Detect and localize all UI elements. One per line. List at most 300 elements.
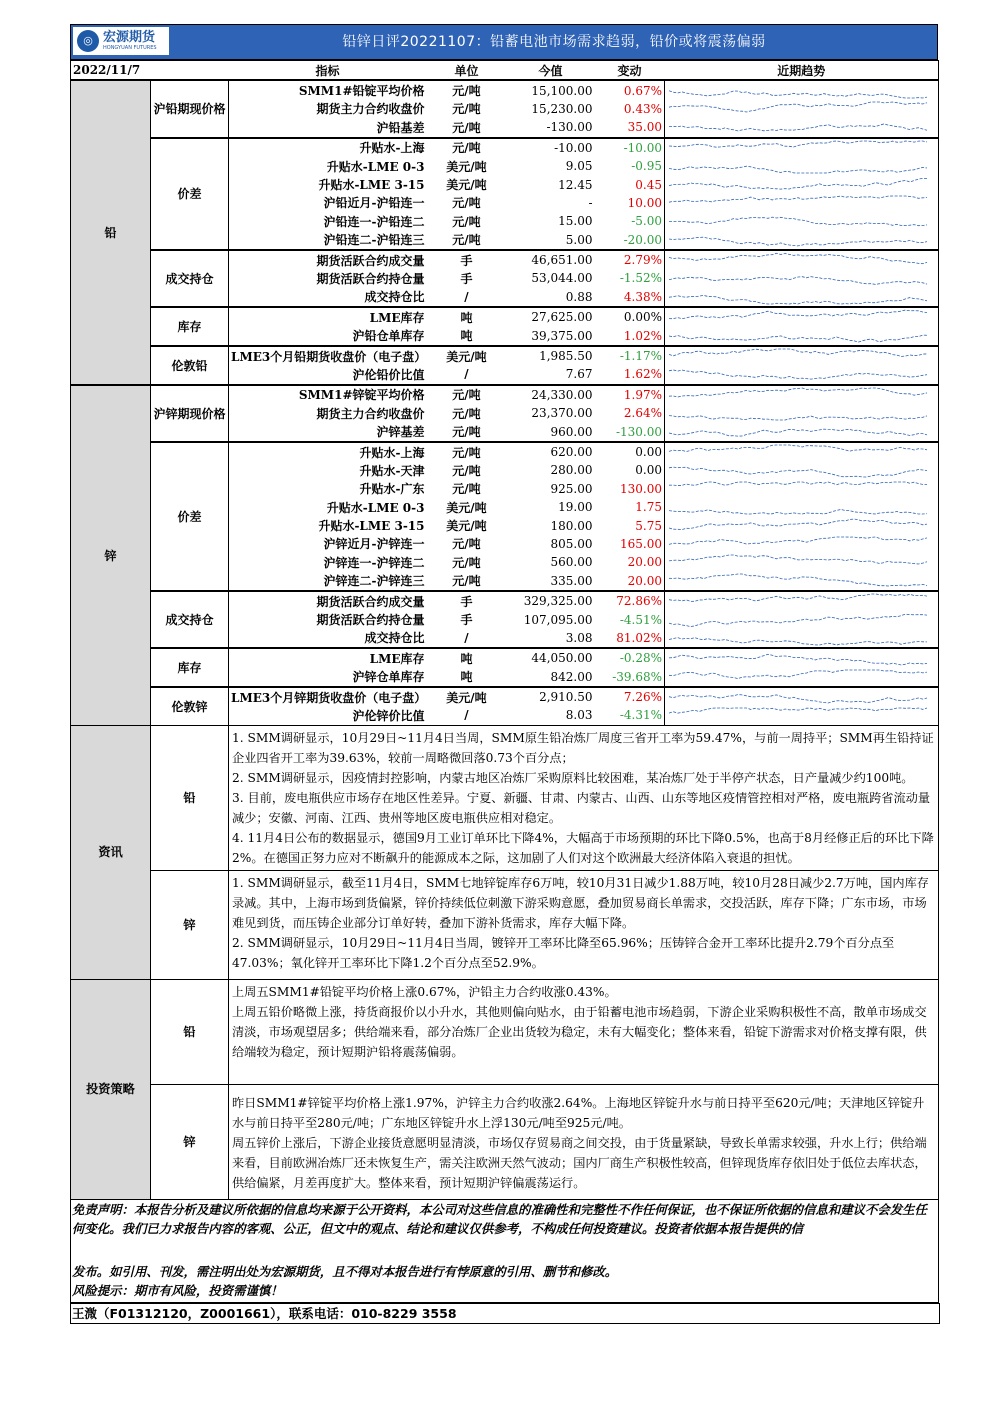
indicator-name: LME库存 [229,648,427,667]
group-label: 价差 [151,138,229,250]
trend-cell [665,629,939,648]
sparkline-path [669,349,927,357]
table-row [71,687,939,706]
group-label: 成交持仓 [151,250,229,307]
table-header-row [71,61,939,81]
sparkline-path [669,574,927,586]
logo-en-text: HONGYUAN FUTURES [103,45,157,51]
indicator-name: 升贴水-LME 0-3 [326,500,425,515]
today-value: 19.00 [558,500,593,515]
trend-cell [665,442,939,461]
trend-cell [665,553,939,571]
sparkline-path [669,141,927,147]
indicator-name: 沪铅连二-沪铅连三 [323,233,425,248]
trend-cell [665,231,939,250]
disclaimer-line2: 发布。如引用、刊发，需注明出处为宏源期货，且不得对本报告进行有悖原意的引用、删节和修改。 [72,1263,618,1279]
today-value: 27,625.00 [507,307,595,326]
change-value: 5.75 [635,518,662,533]
sparkline-path [669,429,927,436]
today-value: 0.88 [565,289,593,304]
unit-cell: 元/吨 [452,425,481,440]
indicator-name: 沪伦锌价比值 [352,708,425,723]
sparkline-path [669,102,927,112]
company-logo [73,27,169,55]
change-value: 2.79% [595,250,665,269]
list-item: 4. 11月4日公布的数据显示，德国9月工业订单环比下降4%，大幅高于市场预期的环比下降0.5%，也高于8月经修正后的环比下降2%。在德国正努力应对不断飙升的能源成本之际，这加剧了人们对这个欧洲最大经济体陷入衰退的担忧。 [232,830,934,865]
trend-cell [665,498,939,516]
strategy-zinc-text [229,1084,939,1199]
unit-cell: 吨 [460,329,473,344]
sparkline-path [669,178,927,189]
group-label: 伦敦铅 [151,346,229,385]
trend-cell [665,461,939,479]
unit-cell: 美元/吨 [427,346,507,365]
trend-cell [665,175,939,193]
list-item: 1. SMM调研显示，截至11月4日，SMM七地锌锭库存6万吨，较10月31日减少1.88万吨，较10月28日减少2.7万吨，国内库存录减。其中，上海市场到货偏紧，锌价持续低位刺激下游采购意愿，叠加贸易商长单需求，交投活跃，库存下降；广东市场，市场难见到货，而压铸企业部分订单好转，叠加下游补货需求，库存大幅下降。 [232,875,929,930]
list-item: 昨日SMM1#锌锭平均价格上涨1.97%，沪锌主力合约收涨2.64%。上海地区锌锭升水与前日持平至620元/吨；天津地区锌锭升水与前日持平至280元/吨；广东地区锌锭升水上浮130元/吨至925元/吨。 [232,1095,925,1130]
today-value: -130.00 [546,120,593,135]
trend-cell [665,610,939,628]
trend-cell [665,365,939,384]
change-value: -0.95 [631,159,662,174]
change-value: 1.97% [595,385,665,404]
indicator-name: 升贴水-上海 [229,442,427,461]
sparkline-path [669,217,927,226]
unit-cell: 元/吨 [452,555,481,570]
list-item: 1. SMM调研显示，10月29日~11月4日当周，SMM原生铅冶炼厂周度三省开工率为59.47%，与前一周持平；SMM再生铅持证企业四省开工率为39.63%，较前一周略微回落0.73个百分点； [232,730,934,765]
table-row [71,346,939,365]
change-value: 72.86% [595,591,665,610]
news-category: 资讯 [71,725,151,979]
change-value: 4.38% [623,289,662,304]
trend-cell [665,480,939,498]
trend-sparkline [665,611,935,629]
table-row [71,442,939,461]
unit-cell: 美元/吨 [446,500,487,515]
trend-sparkline [665,231,935,249]
indicator-name: 沪锌近月-沪锌连一 [323,537,425,552]
table-row [71,307,939,326]
indicator-name: 期货活跃合约持仓量 [316,271,425,286]
list-item: 3. 目前，废电瓶供应市场存在地区性差异。宁夏、新疆、甘肃、内蒙古、山西、山东等地区疫情管控相对严格，废电瓶跨省流动量减少；安徽、河南、江西、贵州等地区废电瓶供应相对稳定。 [232,790,931,825]
trend-cell [665,118,939,137]
trend-cell [665,591,939,610]
sparkline-path [669,370,927,379]
trend-sparkline [665,157,935,175]
trend-cell [665,706,939,724]
trend-cell [665,668,939,687]
zinc-category-cell: 锌 [71,385,151,725]
today-value: 15,100.00 [507,80,595,99]
change-value: -10.00 [595,138,665,157]
today-value: 5.00 [565,232,593,247]
indicator-name: SMM1#铅锭平均价格 [229,80,427,99]
trend-sparkline [665,443,935,461]
today-value: 329,325.00 [507,591,595,610]
header-indicator: 指标 [229,61,427,81]
trend-sparkline [665,212,935,230]
indicator-table [70,60,939,725]
trend-sparkline [665,176,935,194]
trend-sparkline [665,498,935,516]
group-label: 成交持仓 [151,591,229,648]
strategy-lead-label: 铅 [151,979,229,1084]
list-item: 上周五SMM1#铅锭平均价格上涨0.67%，沪铅主力合约收涨0.43%。 [232,984,617,999]
sparkline-path [669,196,927,202]
table-row [71,250,939,269]
trend-cell [665,138,939,157]
change-value: 35.00 [627,120,662,135]
indicator-name: 成交持仓比 [364,631,425,646]
change-value: -1.52% [619,271,662,286]
trend-cell [665,535,939,553]
trend-sparkline [665,535,935,553]
unit-cell: 元/吨 [427,138,507,157]
trend-sparkline [665,347,935,365]
indicator-name: 期货主力合约收盘价 [316,102,425,117]
trend-sparkline [665,706,935,724]
change-value: -1.17% [595,346,665,365]
unit-cell: 元/吨 [452,482,481,497]
trend-sparkline [665,308,935,326]
today-value: 842.00 [550,669,593,684]
trend-cell [665,269,939,287]
change-value: 0.67% [595,80,665,99]
unit-cell: / [464,367,469,382]
trend-sparkline [665,572,935,590]
group-label: 库存 [151,307,229,346]
sparkline-path [669,638,927,645]
today-value: 23,370.00 [531,406,593,421]
sparkline-path [669,277,927,285]
indicator-name: 成交持仓比 [364,290,425,305]
unit-cell: 手 [427,591,507,610]
indicator-name: 升贴水-LME 3-15 [318,178,425,193]
header-unit: 单位 [427,61,507,81]
trend-cell [665,422,939,441]
indicator-name: 沪铅连一-沪铅连二 [323,214,425,229]
trend-cell [665,212,939,230]
trend-sparkline [665,288,935,306]
author-contact: 王溦（F01312120，Z0001661），联系电话：010-8229 3558 [70,1303,940,1324]
unit-cell: 元/吨 [452,406,481,421]
today-value: 1,985.50 [507,346,595,365]
sparkline-path [669,295,927,304]
indicator-name: 期货活跃合约持仓量 [316,613,425,628]
table-row [71,138,939,157]
unit-cell: 元/吨 [452,120,481,135]
indicator-name: 沪锌连一-沪锌连二 [323,555,425,570]
change-value: 20.00 [627,573,662,588]
change-value: 0.00 [595,442,665,461]
today-value: 335.00 [550,573,593,588]
trend-cell [665,307,939,326]
list-item: 上周五铅价略微上涨，持货商报价以小升水，其他则偏向贴水，由于铅蓄电池市场趋弱，下游企业采购积极性不高，散单市场成交清淡，市场观望居多；供给端来看，部分冶炼厂企业出货较为稳定，未有大幅变化；整体来看，铅锭下游需求对价格支撑有限，供给端较为稳定，预计短期沪铅将震荡偏弱。 [232,1004,927,1059]
strategy-zinc-label: 锌 [151,1084,229,1199]
sparkline-path [669,519,927,530]
trend-cell [665,157,939,175]
info-table [70,725,939,1200]
trend-sparkline [665,629,935,647]
unit-cell: 吨 [427,307,507,326]
hongyuan-logo-icon: ◎ [77,30,99,52]
trend-cell [665,100,939,118]
indicator-name: 期货活跃合约成交量 [229,591,427,610]
sparkline-path [669,555,927,564]
trend-cell [665,346,939,365]
trend-cell [665,194,939,212]
strategy-category: 投资策略 [71,979,151,1199]
trend-sparkline [665,327,935,345]
sparkline-path [669,253,927,263]
today-value: 107,095.00 [523,612,593,627]
sparkline-path [669,467,927,477]
news-lead-label: 铅 [151,725,229,870]
indicator-name: 升贴水-天津 [359,463,425,478]
change-value: 1.02% [623,328,662,343]
trend-sparkline [665,269,935,287]
change-value: 0.00% [595,307,665,326]
news-zinc-text [229,870,939,979]
trend-sparkline [665,461,935,479]
unit-cell: 元/吨 [427,442,507,461]
change-value: 165.00 [620,536,662,551]
indicator-name: 升贴水-LME 0-3 [326,159,425,174]
change-value: 0.00 [635,463,662,478]
sparkline-path [669,416,927,420]
indicator-name: LME库存 [229,307,427,326]
list-item: 2. SMM调研显示，因疫情封控影响，内蒙古地区冶炼厂采购原料比较困难，某冶炼厂处于半停产状态，日产量减少约100吨。 [232,770,914,785]
sparkline-path [669,708,927,713]
today-value: 180.00 [550,518,593,533]
indicator-name: 升贴水-LME 3-15 [318,519,425,534]
sparkline-path [669,237,927,246]
change-value: -20.00 [623,232,662,247]
trend-cell [665,572,939,591]
change-value: 130.00 [620,481,662,496]
indicator-name: 升贴水-上海 [229,138,427,157]
unit-cell: 元/吨 [452,196,481,211]
today-value: 53,044.00 [531,271,593,286]
trend-sparkline [665,553,935,571]
unit-cell: 元/吨 [452,574,481,589]
trend-cell [665,288,939,307]
sparkline-path [669,90,927,97]
trend-cell [665,648,939,667]
today-value: 15.00 [558,214,593,229]
change-value: 0.45 [635,177,662,192]
trend-sparkline [665,423,935,441]
trend-sparkline [665,688,935,706]
report-date: 2022/11/7 [71,61,229,81]
unit-cell: 吨 [460,670,473,685]
unit-cell: 元/吨 [427,385,507,404]
sparkline-path [669,310,927,319]
trend-cell [665,326,939,345]
today-value: 44,050.00 [507,648,595,667]
today-value: 12.45 [558,177,593,192]
indicator-name: 期货主力合约收盘价 [316,406,425,421]
header-change: 变动 [595,61,665,81]
group-label: 沪锌期现价格 [151,385,229,442]
group-label: 库存 [151,648,229,687]
group-label: 沪铅期现价格 [151,80,229,137]
change-value: 1.62% [623,367,662,382]
unit-cell: / [464,708,469,723]
trend-sparkline [665,365,935,383]
today-value: 39,375.00 [531,328,593,343]
today-value: -10.00 [507,138,595,157]
trend-cell [665,385,939,404]
unit-cell: 元/吨 [452,233,481,248]
indicator-name: 沪锌基差 [376,425,425,440]
trend-sparkline [665,649,935,667]
trend-sparkline [665,386,935,404]
sparkline-path [669,510,927,515]
unit-cell: 美元/吨 [446,159,487,174]
unit-cell: 元/吨 [452,537,481,552]
indicator-name: LME3个月铅期货收盘价（电子盘） [229,346,427,365]
table-row [71,80,939,99]
report-title: 铅锌日评20221107：铅蓄电池市场需求趋弱，铅价或将震荡偏弱 [342,34,766,50]
today-value: 925.00 [550,481,593,496]
unit-cell: / [464,630,469,645]
sparkline-path [669,670,927,679]
change-value: 10.00 [627,195,662,210]
indicator-name: LME3个月锌期货收盘价（电子盘） [229,687,427,706]
sparkline-path [669,445,927,452]
trend-sparkline [665,480,935,498]
logo-cn-text: 宏源期货 [103,30,156,45]
risk-warning: 风险提示：期市有风险，投资需谨慎！ [72,1282,283,1298]
sparkline-path [669,537,927,544]
trend-sparkline [665,194,935,212]
sparkline-path [669,388,927,397]
indicator-name: 沪铅近月-沪铅连一 [323,196,425,211]
unit-cell: 手 [460,271,473,286]
unit-cell: 美元/吨 [446,519,487,534]
change-value: 7.26% [595,687,665,706]
today-value: 9.05 [565,159,593,174]
trend-cell [665,404,939,422]
change-value: -4.51% [619,612,662,627]
change-value: 1.75 [635,500,662,515]
today-value: 805.00 [550,536,593,551]
unit-cell: 元/吨 [452,102,481,117]
group-label: 价差 [151,442,229,591]
trend-sparkline [665,517,935,535]
table-row [71,591,939,610]
sparkline-path [669,124,927,131]
today-value: 560.00 [550,555,593,570]
disclaimer [70,1200,939,1303]
unit-cell: 元/吨 [452,214,481,229]
trend-sparkline [665,139,935,157]
indicator-name: 升贴水-广东 [359,482,425,497]
sparkline-path [669,614,927,627]
change-value: 0.43% [623,101,662,116]
unit-cell: 吨 [427,648,507,667]
sparkline-path [669,335,927,342]
today-value: 280.00 [550,463,593,478]
news-zinc-label: 锌 [151,870,229,979]
unit-cell: 元/吨 [452,463,481,478]
trend-sparkline [665,251,935,269]
sparkline-path [669,594,927,601]
today-value: 960.00 [550,424,593,439]
today-value: 7.67 [565,367,593,382]
indicator-name: 沪锌连二-沪锌连三 [323,574,425,589]
change-value: -0.28% [595,648,665,667]
unit-cell: / [464,289,469,304]
today-value: 15,230.00 [531,101,593,116]
today-value: 3.08 [565,630,593,645]
today-value: 46,651.00 [507,250,595,269]
today-value: - [588,195,593,210]
unit-cell: 元/吨 [427,80,507,99]
unit-cell: 美元/吨 [446,178,487,193]
lead-category-cell: 铅 [71,80,151,384]
change-value: -5.00 [631,214,662,229]
list-item: 周五锌价上涨后，下游企业接货意愿明显清淡，市场仅存贸易商之间交投，由于货量紧缺，导致长单需求较强，升水上行；供给端来看，目前欧洲冶炼厂还未恢复生产，需关注欧洲天然气波动；国内厂商生产积极性较高，但锌现货库存依旧处于低位去库状态，供给偏紧，月差再度扩大。整体来看，预计短期沪锌偏震荡运行。 [232,1135,927,1190]
disclaimer-line1: 免责声明：本报告分析及建议所依据的信息均来源于公开资料，本公司对这些信息的准确性和完整性不作任何保证，也不保证所依据的信息和建议不会发生任何变化。我们已力求报告内容的客观、公正，但文中的观点、结论和建议仅供参考，不构成任何投资建议。投资者依据本报告提供的信 [72,1201,927,1236]
change-value: -39.68% [612,669,662,684]
sparkline-path [669,166,927,173]
change-value: 20.00 [627,555,662,570]
indicator-name: 沪伦铅价比值 [352,367,425,382]
header-trend: 近期趋势 [665,61,939,81]
indicator-name: 沪铅仓单库存 [352,329,425,344]
report-header [70,24,938,60]
change-value: 2.64% [623,406,662,421]
trend-sparkline [665,592,935,610]
indicator-name: SMM1#锌锭平均价格 [229,385,427,404]
trend-sparkline [665,404,935,422]
trend-cell [665,516,939,534]
trend-sparkline [665,118,935,136]
trend-sparkline [665,100,935,118]
indicator-name: 沪铅基差 [376,120,425,135]
header-today: 今值 [507,61,595,81]
unit-cell: 手 [427,250,507,269]
list-item: 2. SMM调研显示，10月29日~11月4日当周，镀锌开工率环比降至65.96%；压铸锌合金开工率环比提升2.79个百分点至47.03%；氧化锌开工率环比下降1.2个百分点至52.9%。 [232,935,895,970]
trend-cell [665,687,939,706]
change-value: -4.31% [619,708,662,723]
sparkline-path [669,695,927,703]
trend-sparkline [665,82,935,100]
news-lead-text [229,725,939,870]
change-value: -130.00 [615,424,662,439]
table-row [71,648,939,667]
trend-cell [665,80,939,99]
change-value: 81.02% [616,630,662,645]
unit-cell: 美元/吨 [427,687,507,706]
today-value: 8.03 [565,708,593,723]
trend-sparkline [665,668,935,686]
strategy-lead-text [229,979,939,1084]
group-label: 伦敦锌 [151,687,229,725]
sparkline-path [669,655,927,666]
table-row [71,385,939,404]
today-value: 620.00 [507,442,595,461]
indicator-name: 期货活跃合约成交量 [229,250,427,269]
unit-cell: 手 [460,613,473,628]
indicator-name: 沪锌仓单库存 [352,670,425,685]
sparkline-path [669,482,927,486]
today-value: 24,330.00 [507,385,595,404]
trend-cell [665,250,939,269]
today-value: 2,910.50 [507,687,595,706]
